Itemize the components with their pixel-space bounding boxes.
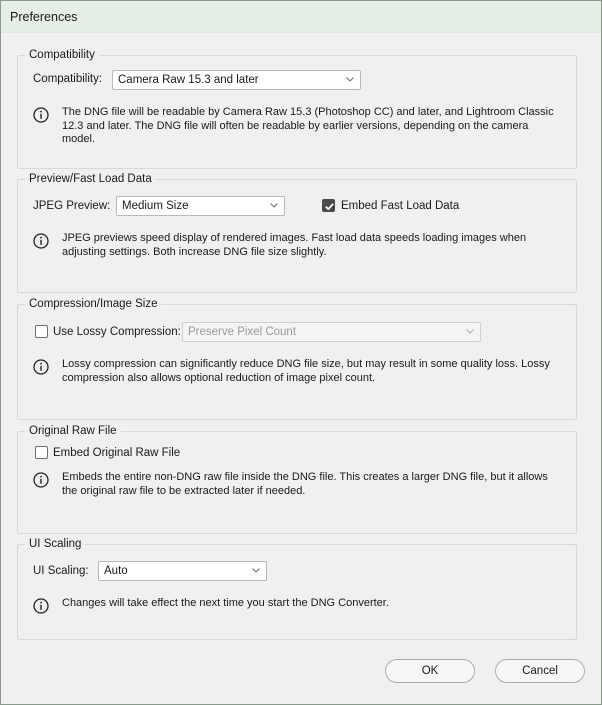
info-icon <box>33 598 49 614</box>
pixel-count-dropdown[interactable] <box>182 322 481 342</box>
cancel-button[interactable]: Cancel <box>495 659 585 683</box>
jpeg-preview-label: JPEG Preview: <box>33 200 111 212</box>
title-bar <box>1 1 601 33</box>
ui-scaling-group-label: UI Scaling <box>25 537 85 551</box>
original-raw-info: Embeds the entire non-DNG raw file inside the DNG file. This creates a larger DNG file, but it allows the original raw file to be extracted later if needed. <box>62 471 548 497</box>
info-icon <box>33 233 49 249</box>
info-icon <box>33 359 49 375</box>
info-icon <box>33 472 49 488</box>
preview-group-label: Preview/Fast Load Data <box>25 172 156 186</box>
info-icon <box>33 107 49 123</box>
embed-fast-load-checkbox[interactable] <box>322 199 335 212</box>
ui-scaling-selected: Auto <box>104 565 128 577</box>
original-raw-group-label: Original Raw File <box>25 424 121 438</box>
ui-scaling-group <box>17 538 577 640</box>
chevron-down-icon <box>465 326 475 336</box>
compatibility-dropdown[interactable] <box>112 70 361 90</box>
jpeg-preview-dropdown[interactable] <box>116 196 285 216</box>
lossy-compression-checkbox[interactable] <box>35 325 48 338</box>
compatibility-info: The DNG file will be readable by Camera Raw 15.3 (Photoshop CC) and later, and Lightroom Classic 12.3 and later. The DNG file will often be readable by earlier versions, depending on the camera model. <box>62 106 554 145</box>
checkmark-icon <box>324 201 335 212</box>
chevron-down-icon <box>251 565 261 575</box>
jpeg-preview-selected: Medium Size <box>122 200 189 212</box>
compatibility-group-label: Compatibility <box>25 48 99 62</box>
lossy-compression-label[interactable]: Use Lossy Compression: <box>53 326 181 338</box>
compatibility-label: Compatibility: <box>33 73 103 85</box>
chevron-down-icon <box>269 200 279 210</box>
embed-original-raw-label[interactable]: Embed Original Raw File <box>53 447 181 459</box>
ui-scaling-info: Changes will take effect the next time you start the DNG Converter. <box>62 597 389 609</box>
pixel-count-selected: Preserve Pixel Count <box>188 326 297 338</box>
ui-scaling-label: UI Scaling: <box>33 565 89 577</box>
ok-button[interactable]: OK <box>385 659 475 683</box>
preview-info: JPEG previews speed display of rendered images. Fast load data speeds loading images when adjusting settings. Both increase DNG file size slightly. <box>62 232 527 258</box>
embed-fast-load-label[interactable]: Embed Fast Load Data <box>341 200 460 212</box>
chevron-down-icon <box>345 74 355 84</box>
ui-scaling-dropdown[interactable] <box>98 561 267 581</box>
compression-group-label: Compression/Image Size <box>25 297 161 311</box>
compression-info: Lossy compression can significantly reduce DNG file size, but may result in some quality loss. Lossy compression also allows optional reduction of image pixel count. <box>62 358 550 384</box>
window-title: Preferences <box>10 10 78 24</box>
compatibility-selected: Camera Raw 15.3 and later <box>118 74 259 86</box>
embed-original-raw-checkbox[interactable] <box>35 446 48 459</box>
